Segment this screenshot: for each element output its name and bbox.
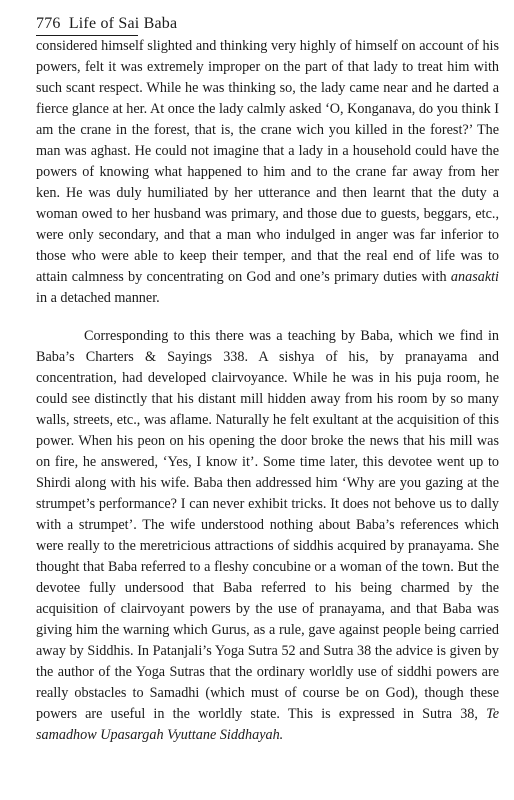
paragraph-2-italic-sutra: Te samadhow Upasargah Vyuttane Siddhayah. — [36, 706, 499, 743]
paragraph-2 — [36, 326, 499, 746]
paragraph-2-text-a: Corresponding to this there was a teaching by Baba, which we find in Baba’s Charters & Sayings 338. A sishya of his, by pranayama and concentration, had developed clairvoyance. While he was in his puja room, he could see distinctly that his distant mill hidden away from his room by so many walls, streets, etc., was aflame. Naturally he felt exultant at the acquisition of this power. When his peon on his opening the door broke the news that his mill was on fire, he answered, ‘Yes, I know it’. Some time later, this devotee went up to Shirdi along with his wife. Baba then addressed him ‘Why are you gazing at the strumpet’s performance? I can never exhibit tricks. It does not behove us to dally with a strumpet’. The wife understood nothing about Baba’s references which were really to the meretricious attractions of siddhis acquired by pranayama. She thought that Baba referred to a fleshy concubine or a woman of the town. But the devotee fully undersood that Baba referred to his being charmed by the acquisition of clairvoyant powers by the use of pranayama, and that Baba was giving him the warning which Gurus, as a rule, gave against people being carried away by Siddhis. In Patanjali’s Yoga Sutra 52 and Sutra 38 the advice is given by the author of the Yoga Sutras that the ordinary worldly use of siddhi powers are really obstacles to Samadhi (which must of course be on God), though these powers are useful in the worldly state. This is expressed in Sutra 38, — [36, 328, 499, 722]
running-title: Life of Sai Baba — [68, 15, 178, 32]
paragraph-1 — [36, 36, 499, 309]
paragraph-1-text-b: in a detached manner. — [36, 290, 160, 306]
page-number: 776 — [36, 15, 61, 32]
body-text — [36, 36, 499, 746]
paragraph-1-italic-term: anasakti — [450, 269, 499, 285]
running-header — [36, 14, 177, 34]
paragraph-1-text-a: considered himself slighted and thinking very highly of himself on account of his powers, felt it was extremely improper on the part of that lady to treat him with such scant respect. While he was thinking so, the lady came near and he darted a fierce glance at her. At once the lady calmly asked ‘O, Konganava, do you think I am the crane in the forest, that is, the crane wich you killed in the forest?’ The man was aghast. He could not imagine that a lady in a household could have the powers of knowing what happened to him and to the crane far away from her ken. He was duly humiliated by her utterance and then learnt that the duty a woman owed to her husband was primary, and those due to guests, beggars, etc., were only secondary, and that a man who indulged in anger was far inferior to those who were able to keep their temper, and that the real end of life was to attain calmness by concentrating on God and one’s primary duties with — [36, 38, 499, 285]
